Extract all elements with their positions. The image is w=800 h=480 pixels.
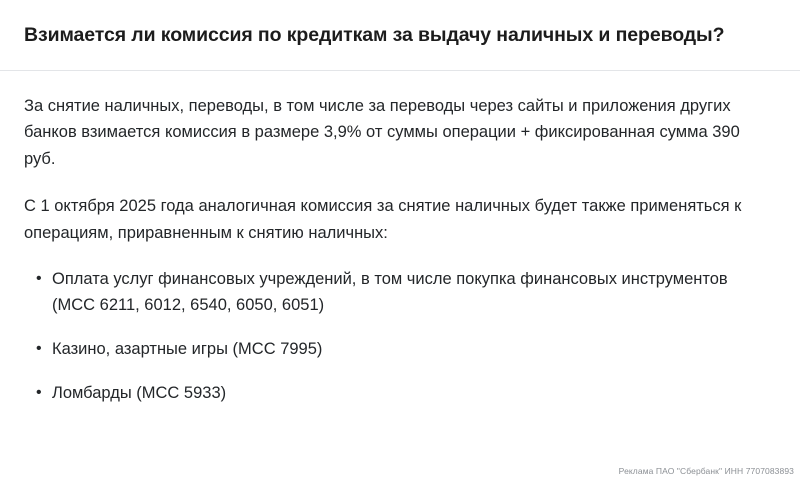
page-title: Взимается ли комиссия по кредиткам за выдачу наличных и переводы?: [24, 24, 725, 46]
list-item: • Оплата услуг финансовых учреждений, в том числе покупка финансовых инструментов (МСС 6211, 6012, 6540, 6050, 6051): [52, 266, 752, 318]
document-header: [0, 0, 800, 70]
document-body: [0, 71, 800, 407]
body-paragraph: С 1 октября 2025 года аналогичная комиссия за снятие наличных будет также применяться к операциям, приравненным к снятию наличных:: [24, 196, 742, 242]
list-item: • Ломбарды (МСС 5933): [52, 380, 752, 406]
list-item: • Казино, азартные игры (МСС 7995): [52, 336, 752, 362]
bullet-list: [24, 266, 776, 406]
body-paragraph: За снятие наличных, переводы, в том числе за переводы через сайты и приложения других банков взимается комиссия в размере 3,9% от суммы операции + фиксированная сумма 390 руб.: [24, 96, 740, 169]
advertising-disclaimer: Реклама ПАО "Сбербанк" ИНН 7707083893: [618, 466, 794, 476]
